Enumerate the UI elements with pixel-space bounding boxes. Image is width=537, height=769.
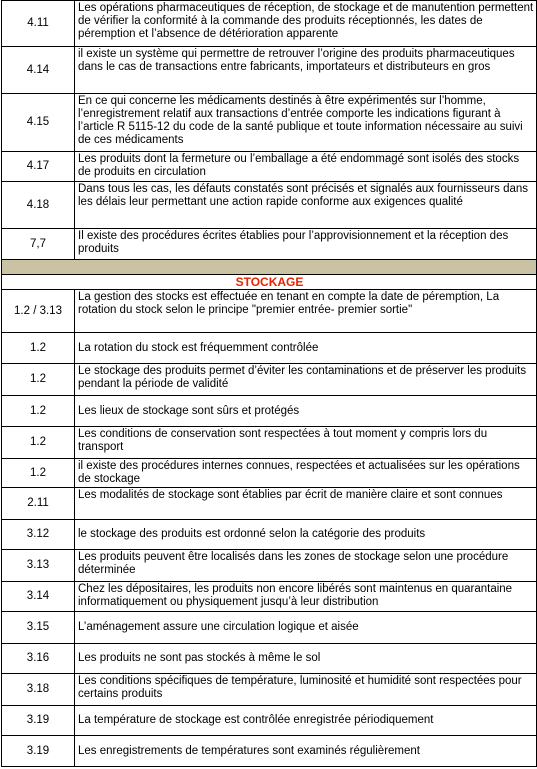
item-text: L’aménagement assure une circulation logique et aisée [75, 612, 537, 644]
item-text: Les enregistrements de températures sont examinés régulièrement [75, 736, 537, 767]
item-text: Dans tous les cas, les défauts constatés sont précisés et signalés aux fournisseurs dans les délais leur permettant une action rapide conforme aux exigences qualité [75, 182, 537, 229]
item-number: 3.18 [2, 674, 75, 706]
item-number: 3.13 [2, 550, 75, 582]
item-number: 1.2 [2, 427, 75, 459]
section-title: STOCKAGE [2, 275, 537, 290]
item-number: 4.15 [2, 94, 75, 152]
table-row [2, 396, 537, 427]
item-number: 1.2 [2, 333, 75, 364]
table-row [2, 736, 537, 767]
item-number: 3.15 [2, 612, 75, 644]
table-row [2, 47, 537, 94]
item-number: 4.17 [2, 152, 75, 182]
table-row [2, 488, 537, 520]
item-text: Les produits ne sont pas stockés à même le sol [75, 644, 537, 674]
item-text: Le stockage des produits permet d’éviter les contaminations et de préserver les produits pendant la période de validité [75, 364, 537, 396]
item-text: Les opérations pharmaceutiques de réception, de stockage et de manutention permettent de vérifier la conformité à la commande des produits réceptionnés, les dates de péremption et l’absence de détérioration apparente [75, 1, 537, 47]
table-row [2, 229, 537, 260]
item-number: 4.14 [2, 47, 75, 94]
item-text: Les conditions de conservation sont respectées à tout moment y compris lors du transport [75, 427, 537, 459]
table-row [2, 427, 537, 459]
table-row [2, 459, 537, 488]
item-number: 3.14 [2, 582, 75, 612]
item-text: Les produits dont la fermeture ou l’emballage a été endommagé sont isolés des stocks de produits en circulation [75, 152, 537, 182]
table-row [2, 182, 537, 229]
item-number: 3.16 [2, 644, 75, 674]
item-text: La température de stockage est contrôlée enregistrée périodiquement [75, 706, 537, 736]
item-text: le stockage des produits est ordonné selon la catégorie des produits [75, 520, 537, 550]
item-text: La gestion des stocks est effectuée en tenant en compte la date de péremption, La rotation du stock selon le principe "premier entrée- premier sortie" [75, 290, 537, 333]
item-text: Il existe des procédures écrites établies pour l’approvisionnement et la réception des produits [75, 229, 537, 260]
section-header-row [2, 275, 537, 290]
item-number: 4.11 [2, 1, 75, 47]
item-number: 3.19 [2, 706, 75, 736]
table-row [2, 152, 537, 182]
table-row [2, 1, 537, 47]
checklist-table [1, 0, 537, 767]
table-row [2, 290, 537, 333]
item-text: La rotation du stock est fréquemment contrôlée [75, 333, 537, 364]
item-number: 4.18 [2, 182, 75, 229]
item-text: il existe des procédures internes connues, respectées et actualisées sur les opérations de stockage [75, 459, 537, 488]
item-number: 3.19 [2, 736, 75, 767]
table-row [2, 582, 537, 612]
item-number: 1.2 [2, 396, 75, 427]
table-row [2, 674, 537, 706]
item-number: 1.2 [2, 459, 75, 488]
table-row [2, 364, 537, 396]
item-text: En ce qui concerne les médicaments destinés à être expérimentés sur l’homme, l’enregistrement relatif aux transactions d’entrée comporte les indications figurant à l’article R 5115-12 du code de la santé publique et toute information nécessaire au suivi de ces médicaments [75, 94, 537, 152]
table-row [2, 333, 537, 364]
table-row [2, 94, 537, 152]
table-row [2, 520, 537, 550]
table-row [2, 644, 537, 674]
section-band [2, 260, 537, 275]
table-row [2, 706, 537, 736]
item-text: Les conditions spécifiques de température, luminosité et humidité sont respectées pour certains produits [75, 674, 537, 706]
item-text: Les modalités de stockage sont établies par écrit de manière claire et sont connues [75, 488, 537, 520]
table-row [2, 550, 537, 582]
item-number: 3.12 [2, 520, 75, 550]
item-text: il existe un système qui permettre de retrouver l’origine des produits pharmaceutiques dans le cas de transactions entre fabricants, importateurs et distributeurs en gros [75, 47, 537, 94]
item-number: 2.11 [2, 488, 75, 520]
item-text: Chez les dépositaires, les produits non encore libérés sont maintenus en quarantaine informatiquement ou physiquement jusqu’à leur distribution [75, 582, 537, 612]
item-text: Les lieux de stockage sont sûrs et protégés [75, 396, 537, 427]
section-band-cell [2, 260, 537, 275]
table-row [2, 612, 537, 644]
item-number: 1.2 [2, 364, 75, 396]
item-text: Les produits peuvent être localisés dans les zones de stockage selon une procédure déterminée [75, 550, 537, 582]
item-number: 1.2 / 3.13 [2, 290, 75, 333]
item-number: 7,7 [2, 229, 75, 260]
